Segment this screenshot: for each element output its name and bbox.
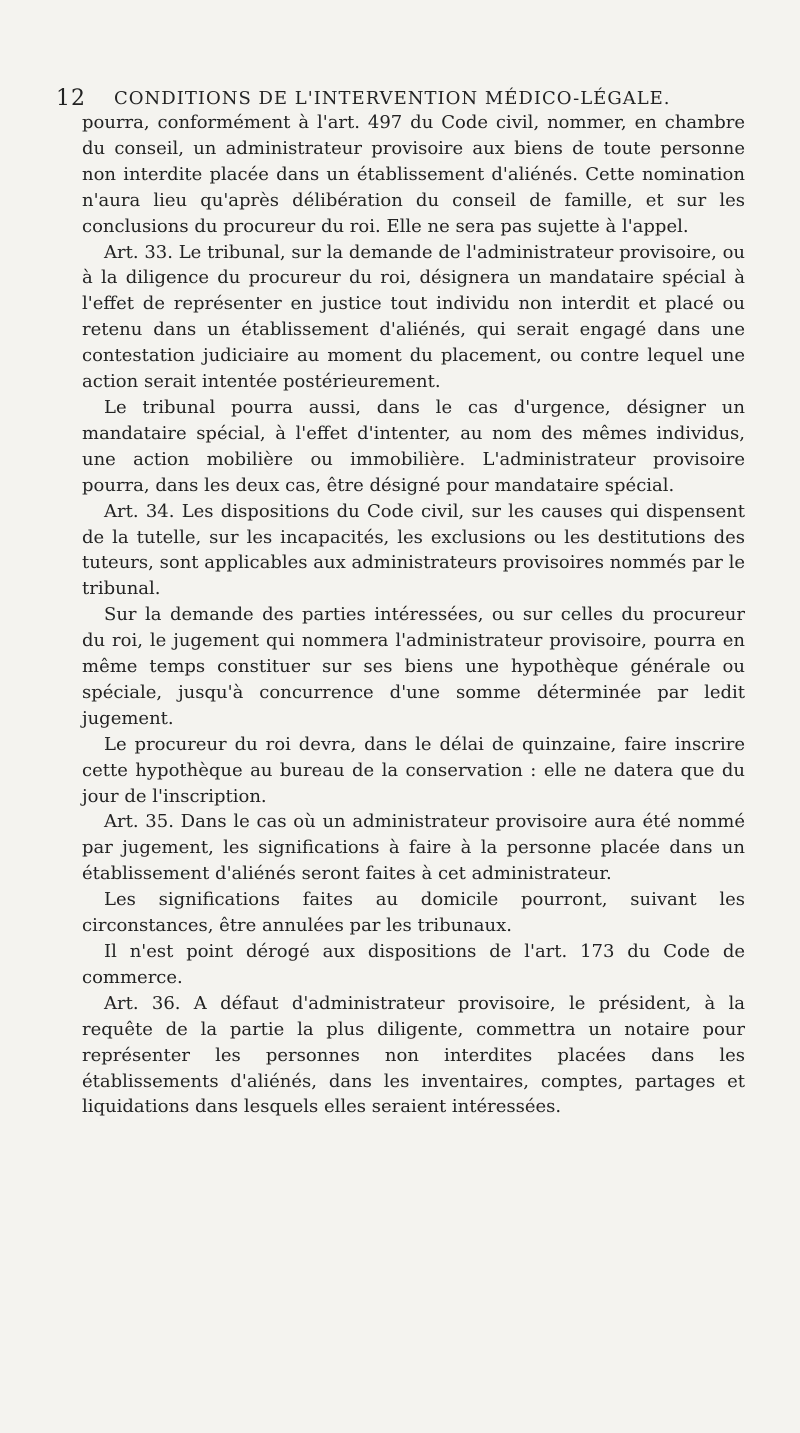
paragraph: Il n'est point dérogé aux dispositions de l'art. 173 du Code de commerce.	[82, 941, 745, 988]
paragraph: Sur la demande des parties intéressées, ou sur celles du procureur du roi, le jugement qui nommera l'administrateur provisoire, pourra en même temps constituer sur ses biens une hypothèque générale ou spéciale, jusqu'à concurrence d'une somme déterminée par ledit jugement.	[82, 604, 745, 729]
paragraph: Art. 36. A défaut d'administrateur provisoire, le président, à la requête de la partie la plus diligente, commettra un notaire pour représenter les personnes non interdites placées dans les établissements d'aliénés, dans les inventaires, comptes, partages et liquidations dans lesquels elles seraient intéressées.	[82, 992, 745, 1118]
paragraph: Art. 35. Dans le cas où un administrateur provisoire aura été nommé par jugement, les significations à faire à la personne placée dans un établissement d'aliénés seront faites à cet administrateur.	[82, 811, 745, 885]
paragraph: Les significations faites au domicile pourront, suivant les circonstances, être annulées par les tribunaux.	[82, 889, 745, 937]
page-number: 12	[56, 86, 86, 111]
paragraph: pourra, conformément à l'art. 497 du Code civil, nommer, en chambre du conseil, un administrateur provisoire aux biens de toute personne non interdite placée dans un établissement d'aliénés. Cette nomination n'aura lieu qu'après délibération du conseil de famille, et sur les conclusions du procureur du roi. Elle ne sera pas sujette à l'appel.	[82, 112, 745, 237]
body-text	[82, 110, 745, 1120]
paragraph: Art. 33. Le tribunal, sur la demande de l'administrateur provisoire, ou à la diligence du procureur du roi, désignera un mandataire spécial à l'effet de représenter en justice tout individu non interdit et placé ou retenu dans un établissement d'aliénés, qui serait engagé dans une contestation judiciaire au moment du placement, ou contre lequel une action serait intentée postérieurement.	[82, 241, 745, 393]
paragraph: Le procureur du roi devra, dans le délai de quinzaine, faire inscrire cette hypothèque au bureau de la conservation : elle ne datera que du jour de l'inscription.	[82, 733, 745, 807]
paragraph: Art. 34. Les dispositions du Code civil, sur les causes qui dispensent de la tutelle, sur les incapacités, les exclusions ou les destitutions des tuteurs, sont applicables aux administrateurs provisoires nommés par le tribunal.	[82, 500, 745, 600]
running-head	[56, 86, 745, 110]
paragraph: Le tribunal pourra aussi, dans le cas d'urgence, désigner un mandataire spécial, à l'effet d'intenter, au nom des mêmes individus, une action mobilière ou immobilière. L'administrateur provisoire pourra, dans les deux cas, être désigné pour mandataire spécial.	[82, 396, 745, 496]
running-title: CONDITIONS DE L'INTERVENTION MÉDICO-LÉGALE.	[114, 88, 671, 109]
